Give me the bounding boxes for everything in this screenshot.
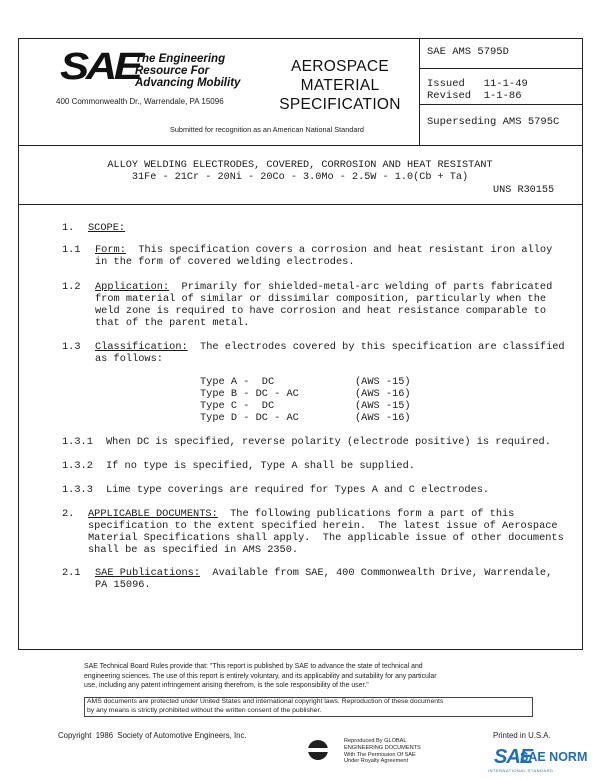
paragraph-text: Material Specifications shall apply. The applicable issue of other documents (88, 532, 564, 544)
paragraph-text: If no type is specified, Type A shall be supplied. (106, 460, 415, 472)
repro-line: ENGINEERING DOCUMENTS (344, 744, 421, 751)
paragraph-heading: SAE Publications: (95, 567, 201, 579)
paragraph (95, 567, 552, 579)
section-heading: APPLICABLE DOCUMENTS: (88, 508, 218, 520)
spec-number: SAE AMS 5795D (427, 46, 509, 58)
electrode-type: Type C - DC (200, 400, 275, 412)
sae-address: 400 Commonwealth Dr., Warrendale, PA 15096 (56, 97, 224, 106)
sae-logo: SAE (60, 46, 140, 88)
document-title: ALLOY WELDING ELECTRODES, COVERED, CORROSION AND HEAT RESISTANT (107, 160, 493, 171)
aws-class: (AWS -16) (355, 388, 411, 400)
section-number: 1.3.2 (62, 460, 93, 472)
sae-norm-logo-icon: SAE (494, 746, 533, 768)
paragraph (95, 341, 565, 353)
copyright-notice (87, 697, 443, 716)
document-composition: 31Fe - 21Cr - 20Ni - 20Co - 3.0Mo - 2.5W - 1.0(Cb + Ta) (131, 172, 469, 183)
global-engineering-logo-band (303, 748, 333, 752)
rules-line: SAE Technical Board Rules provide that: "This report is published by SAE to advance the state of technical and (84, 663, 423, 670)
paragraph-text: When DC is specified, reverse polarity (electrode positive) is required. (106, 436, 551, 448)
tagline-line: The Engineering (135, 53, 226, 65)
paragraph-heading: Form: (95, 244, 126, 256)
electrode-type: Type D - DC - AC (200, 412, 299, 424)
section-number: 1.1 (62, 244, 81, 256)
section-number: 2.1 (62, 567, 81, 579)
paragraph-text: Primarily for shielded-metal-arc welding of parts fabricated (169, 281, 553, 293)
electrode-type: Type A - DC (200, 376, 275, 388)
sae-tagline (135, 53, 240, 89)
paragraph-text: Lime type coverings are required for Types A and C electrodes. (106, 484, 490, 496)
notice-line: AMS documents are protected under United States and international copyright laws. Reproduction of these documents (87, 698, 444, 705)
header-divider (419, 68, 583, 69)
section-number: 1.3 (62, 341, 81, 353)
spec-title-line: SPECIFICATION (279, 96, 401, 113)
electrode-type: Type B - DC - AC (200, 388, 299, 400)
section-number: 2. (62, 508, 75, 520)
paragraph-text: Available from SAE, 400 Commonwealth Drive, Warrendale, (200, 567, 553, 579)
notice-line: by any means is strictly prohibited without the written consent of the publisher. (87, 707, 322, 715)
paragraph-text: from material of similar or dissimilar composition, particularly when the (95, 293, 547, 305)
paragraph-text: shall be as specified in AMS 2350. (88, 544, 299, 556)
paragraph-text: in the form of covered welding electrodes. (95, 256, 355, 268)
paragraph-text: The following publications form a part of this (217, 508, 515, 520)
tagline-line: Advancing Mobility (135, 77, 241, 89)
paragraph-text: The electrodes covered by this specification are classified (187, 341, 565, 353)
reproduction-note (344, 738, 421, 765)
superseding-note: Superseding AMS 5795C (427, 116, 560, 128)
section-number: 1.2 (62, 281, 81, 293)
issued-date: Issued 11-1-49 (427, 78, 528, 90)
section-heading: SCOPE: (88, 222, 126, 234)
uns-number: UNS R30155 (493, 185, 555, 196)
sae-norm-text: SAE NORM (520, 750, 588, 764)
sae-norm-subtitle: INTERNATIONAL STANDARD (488, 768, 554, 773)
aws-class: (AWS -15) (355, 400, 411, 412)
paragraph-heading: Classification: (95, 341, 188, 353)
tagline-line: Resource For (135, 65, 210, 77)
paragraph-text: PA 15096. (95, 579, 151, 591)
section-number: 1.3.1 (62, 436, 93, 448)
paragraph-text: that of the parent metal. (95, 317, 250, 329)
aws-class: (AWS -15) (355, 376, 411, 388)
aws-class: (AWS -16) (355, 412, 411, 424)
paragraph (95, 281, 552, 293)
section-number: 1. (62, 222, 75, 234)
repro-line: Reproduced By GLOBAL (344, 738, 407, 744)
paragraph-text: weld zone is required to have corrosion and heat resistance comparable to (95, 305, 547, 317)
paragraph (88, 508, 514, 520)
rules-line: use, including any patent infringement arising therefrom, is the sole responsibility of the user." (84, 682, 369, 690)
title-divider (18, 204, 583, 205)
header-divider (419, 38, 420, 146)
paragraph (95, 244, 552, 256)
paragraph-text: as follows: (95, 353, 163, 365)
spec-title-line: MATERIAL (300, 77, 380, 94)
revised-date: Revised 1-1-86 (427, 90, 522, 102)
section-number: 1.3.3 (62, 484, 93, 496)
repro-line: Under Royalty Agreement (344, 758, 409, 765)
submitted-note: Submitted for recognition as an American National Standard (170, 125, 364, 134)
printed-in: Printed in U.S.A. (493, 731, 551, 740)
spec-title-line: AEROSPACE (290, 58, 390, 75)
header-divider (419, 104, 583, 105)
paragraph-text: specification to the extent specified herein. The latest issue of Aerospace (88, 520, 558, 532)
repro-line: With The Permission Of SAE (344, 751, 416, 758)
copyright-line: Copyright 1986 Society of Automotive Engineers, Inc. (58, 731, 247, 740)
paragraph-heading: Application: (95, 281, 170, 293)
technical-board-rules (84, 662, 437, 691)
rules-line: engineering sciences. The use of this report is entirely voluntary, and its applicability and suitability for any particular (84, 672, 437, 680)
paragraph-text: This specification covers a corrosion and heat resistant iron alloy (125, 244, 553, 256)
